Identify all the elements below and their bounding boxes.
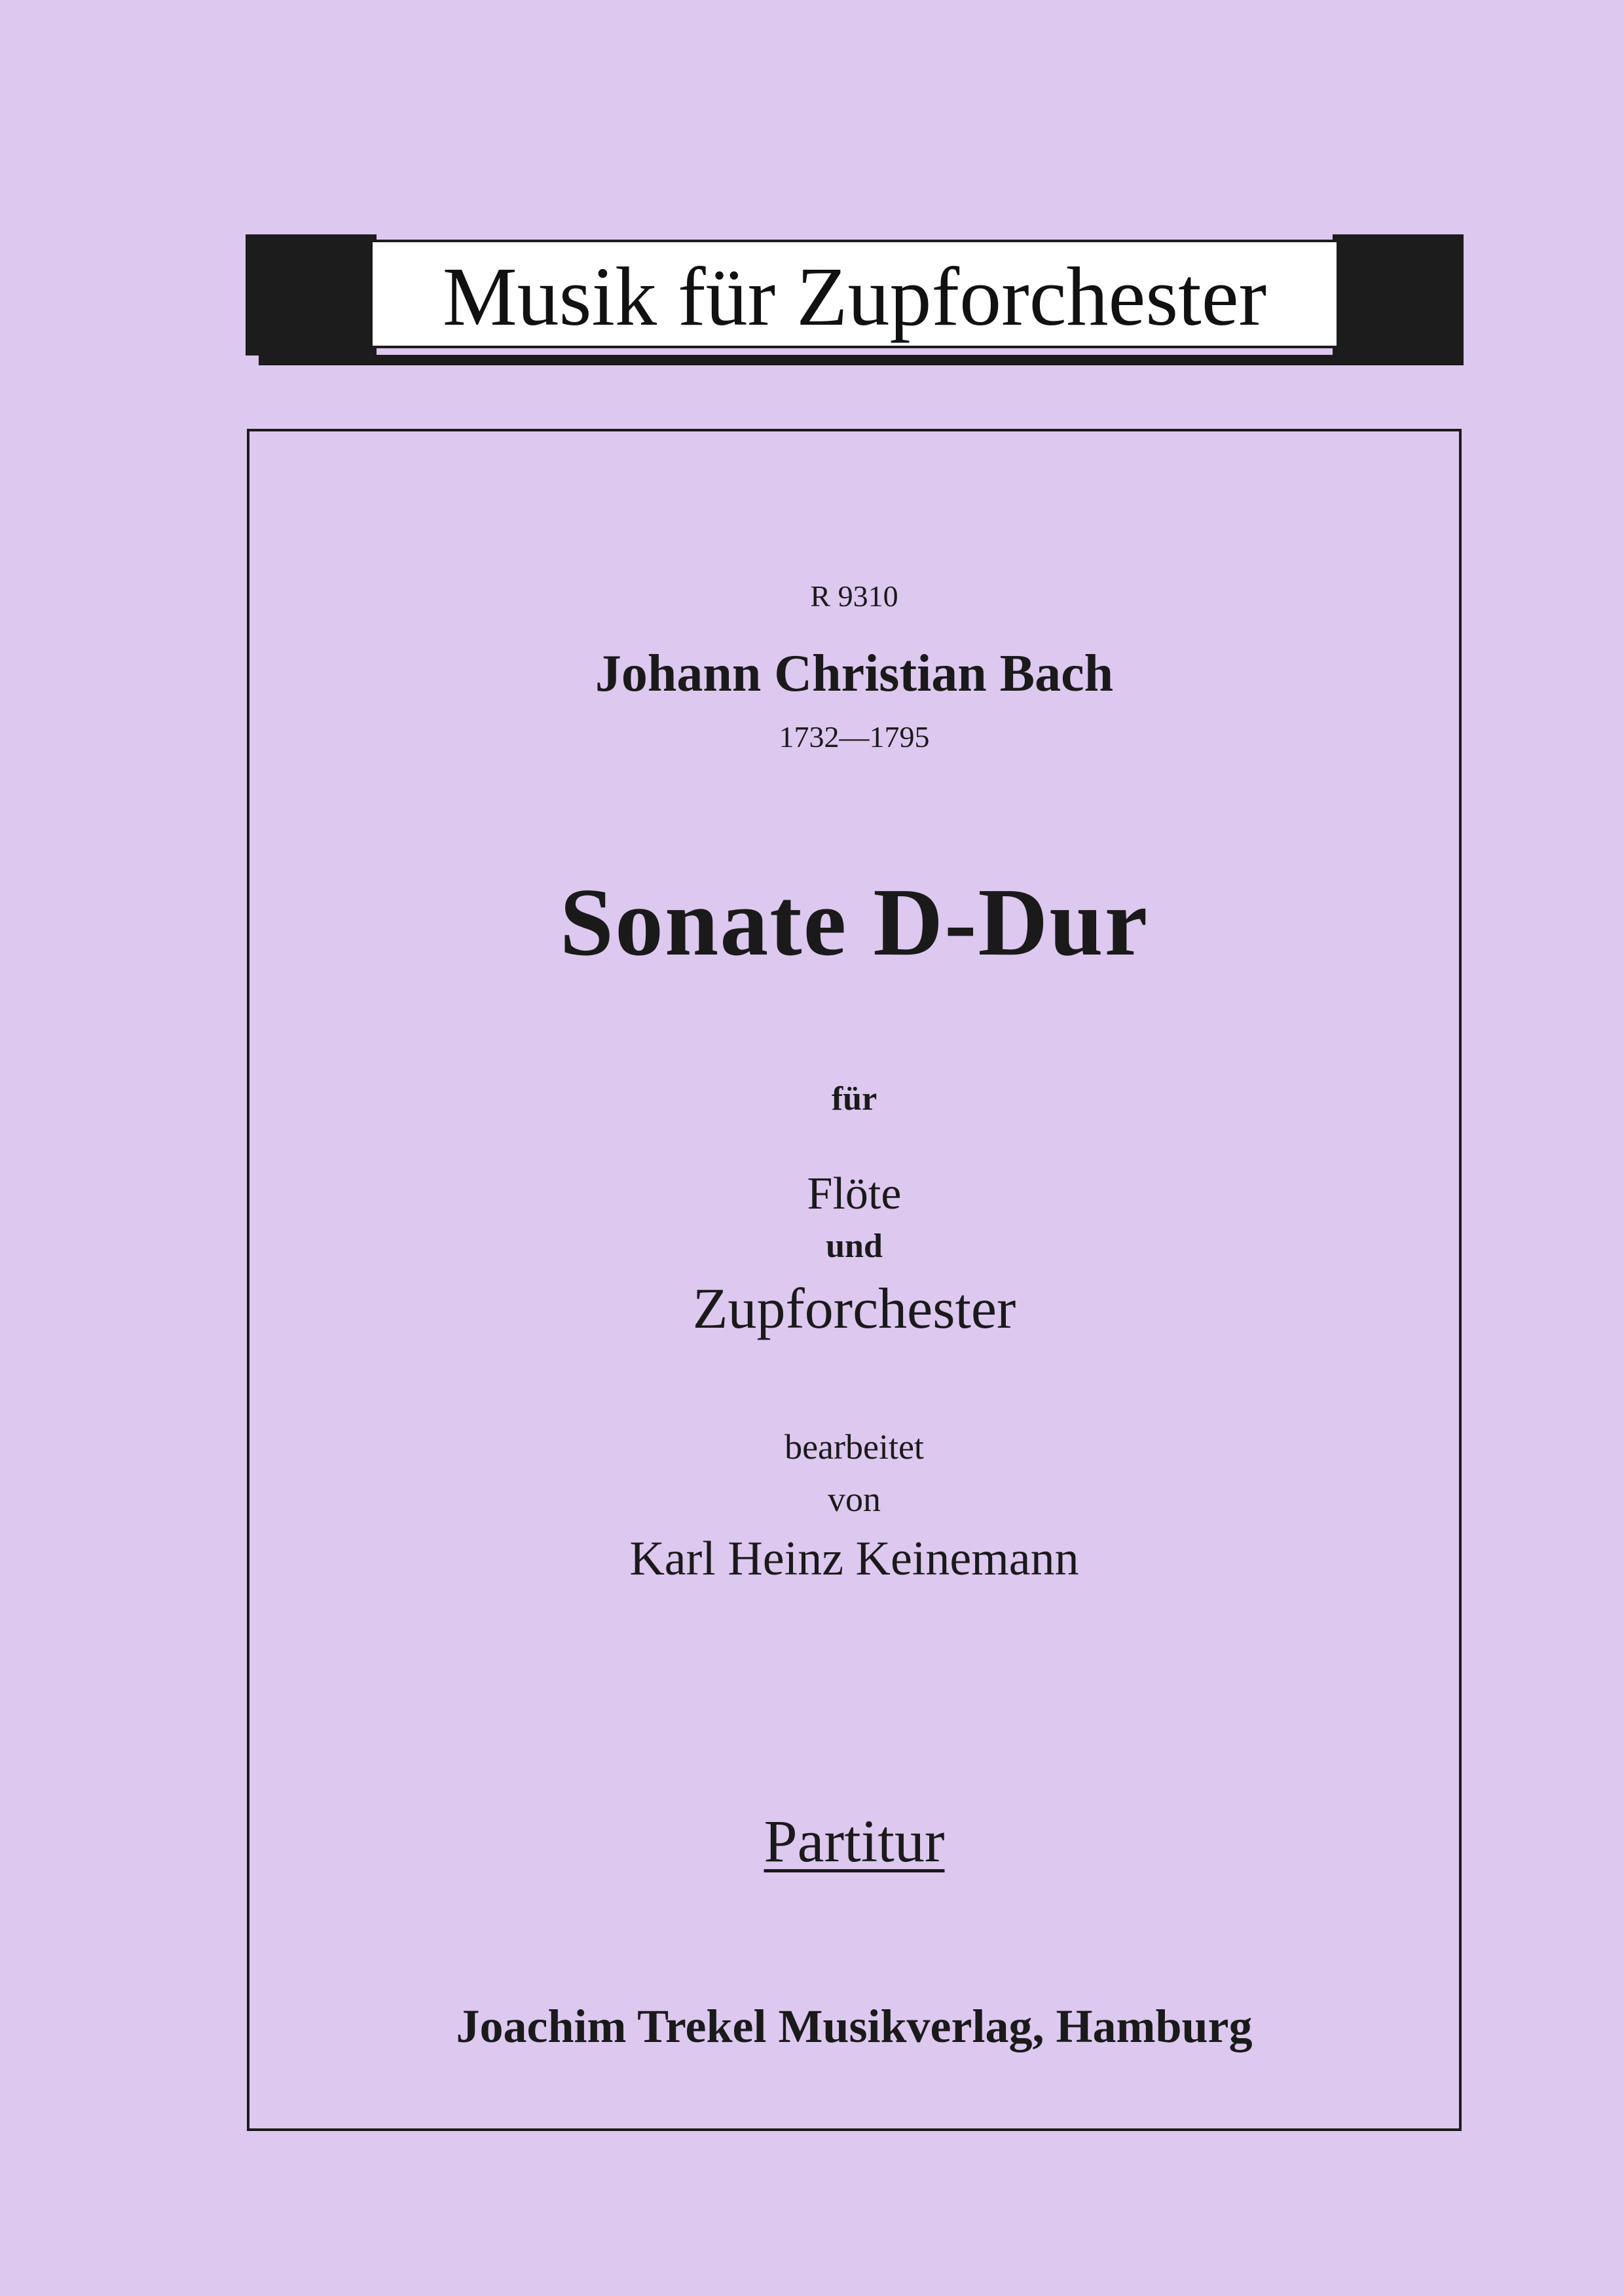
by-label: von xyxy=(828,1480,881,1519)
arranger-name: Karl Heinz Keinemann xyxy=(629,1532,1079,1586)
banner-left-block xyxy=(246,234,377,355)
instrument-1: Flöte xyxy=(807,1169,902,1219)
instrument-2: Zupforchester xyxy=(692,1277,1016,1341)
edition-type-text: Partitur xyxy=(764,1808,945,1874)
work-title: Sonate D-Dur xyxy=(559,869,1149,976)
catalog-number: R 9310 xyxy=(810,579,898,613)
arranged-label: bearbeitet xyxy=(784,1427,924,1467)
publisher: Joachim Trekel Musikverlag, Hamburg xyxy=(456,2000,1253,2052)
banner-right-block xyxy=(1333,234,1464,355)
for-label: für xyxy=(831,1080,877,1118)
banner-shadow xyxy=(259,355,1464,365)
title-frame xyxy=(247,429,1462,2131)
composer-name: Johann Christian Bach xyxy=(595,645,1114,702)
and-label: und xyxy=(826,1228,883,1265)
composer-dates: 1732—1795 xyxy=(779,720,930,754)
series-label-box xyxy=(370,240,1339,348)
series-banner xyxy=(246,234,1464,365)
series-title: Musik für Zupforchester xyxy=(442,250,1267,343)
edition-type xyxy=(249,1806,1459,1876)
